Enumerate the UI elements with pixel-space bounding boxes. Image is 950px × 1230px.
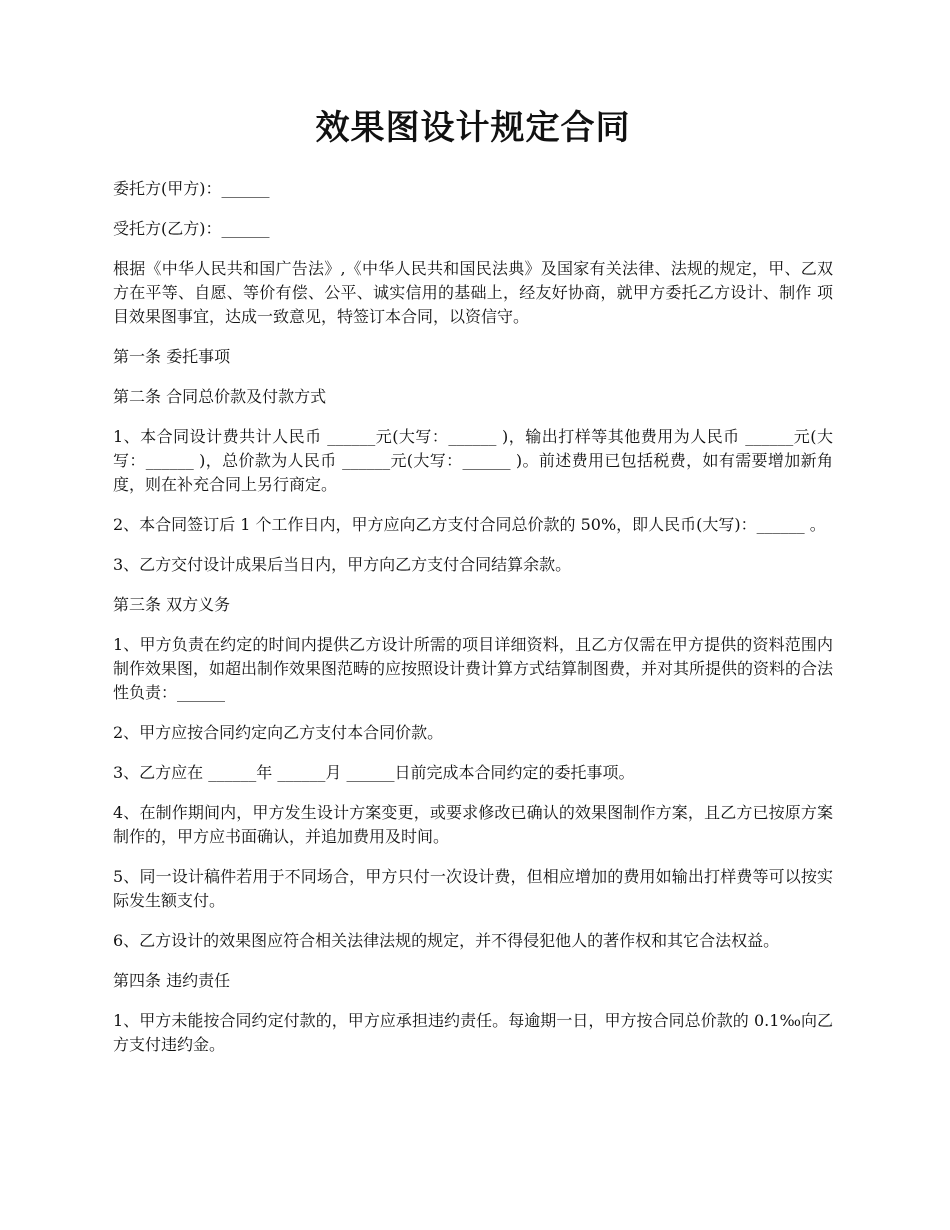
article-3-clause-1: 1、甲方负责在约定的时间内提供乙方设计所需的项目详细资料，且乙方仅需在甲方提供的资料范围内制作效果图，如超出制作效果图范畴的应按照设计费计算方式结算制图费，并对其所提供的资料的合法性负责：______ — [113, 634, 834, 702]
article-3-clause-3: 3、乙方应在 ______年 ______月 ______日前完成本合同约定的委托事项。 — [113, 762, 635, 782]
party-a-line: 委托方(甲方)：______ — [113, 178, 270, 198]
article-3-heading: 第三条 双方义务 — [113, 594, 231, 614]
party-b-line: 受托方(乙方)：______ — [113, 218, 270, 238]
document-page — [113, 108, 833, 1073]
article-4-clause-1: 1、甲方未能按合同约定付款的，甲方应承担违约责任。每逾期一日，甲方按合同总价款的 0.1‰向乙方支付违约金。 — [113, 1010, 833, 1054]
preamble-paragraph: 根据《中华人民共和国广告法》,《中华人民共和国民法典》及国家有关法律、法规的规定，甲、乙双方在平等、自愿、等价有偿、公平、诚实信用的基础上，经友好协商，就甲方委托乙方设计、制作 项目效果图事宜，达成一致意见，特签订本合同，以资信守。 — [113, 258, 833, 326]
article-3-clause-5: 5、同一设计稿件若用于不同场合，甲方只付一次设计费，但相应增加的费用如输出打样费等可以按实际发生额支付。 — [113, 866, 833, 910]
article-2-heading: 第二条 合同总价款及付款方式 — [113, 386, 327, 406]
article-2-clause-1: 1、本合同设计费共计人民币 ______元(大写：______ )，输出打样等其他费用为人民币 ______元(大写：______ )，总价款为人民币 ______元(大写：______ )。前述费用已包括税费，如有需要增加新角度，则在补充合同上另行商定。 — [113, 426, 833, 494]
article-2-clause-3: 3、乙方交付设计成果后当日内，甲方向乙方支付合同结算余款。 — [113, 554, 572, 574]
article-4-heading: 第四条 违约责任 — [113, 970, 231, 990]
article-3-clause-6: 6、乙方设计的效果图应符合相关法律法规的规定，并不得侵犯他人的著作权和其它合法权益。 — [113, 930, 780, 950]
article-2-clause-2: 2、本合同签订后 1 个工作日内，甲方应向乙方支付合同总价款的 50%，即人民币(大写)：______ 。 — [113, 514, 826, 534]
article-1-heading: 第一条 委托事项 — [113, 346, 231, 366]
article-3-clause-2: 2、甲方应按合同约定向乙方支付本合同价款。 — [113, 722, 444, 742]
article-3-clause-4: 4、在制作期间内，甲方发生设计方案变更，或要求修改已确认的效果图制作方案，且乙方已按原方案制作的，甲方应书面确认，并追加费用及时间。 — [113, 802, 833, 846]
document-title: 效果图设计规定合同 — [315, 108, 631, 148]
